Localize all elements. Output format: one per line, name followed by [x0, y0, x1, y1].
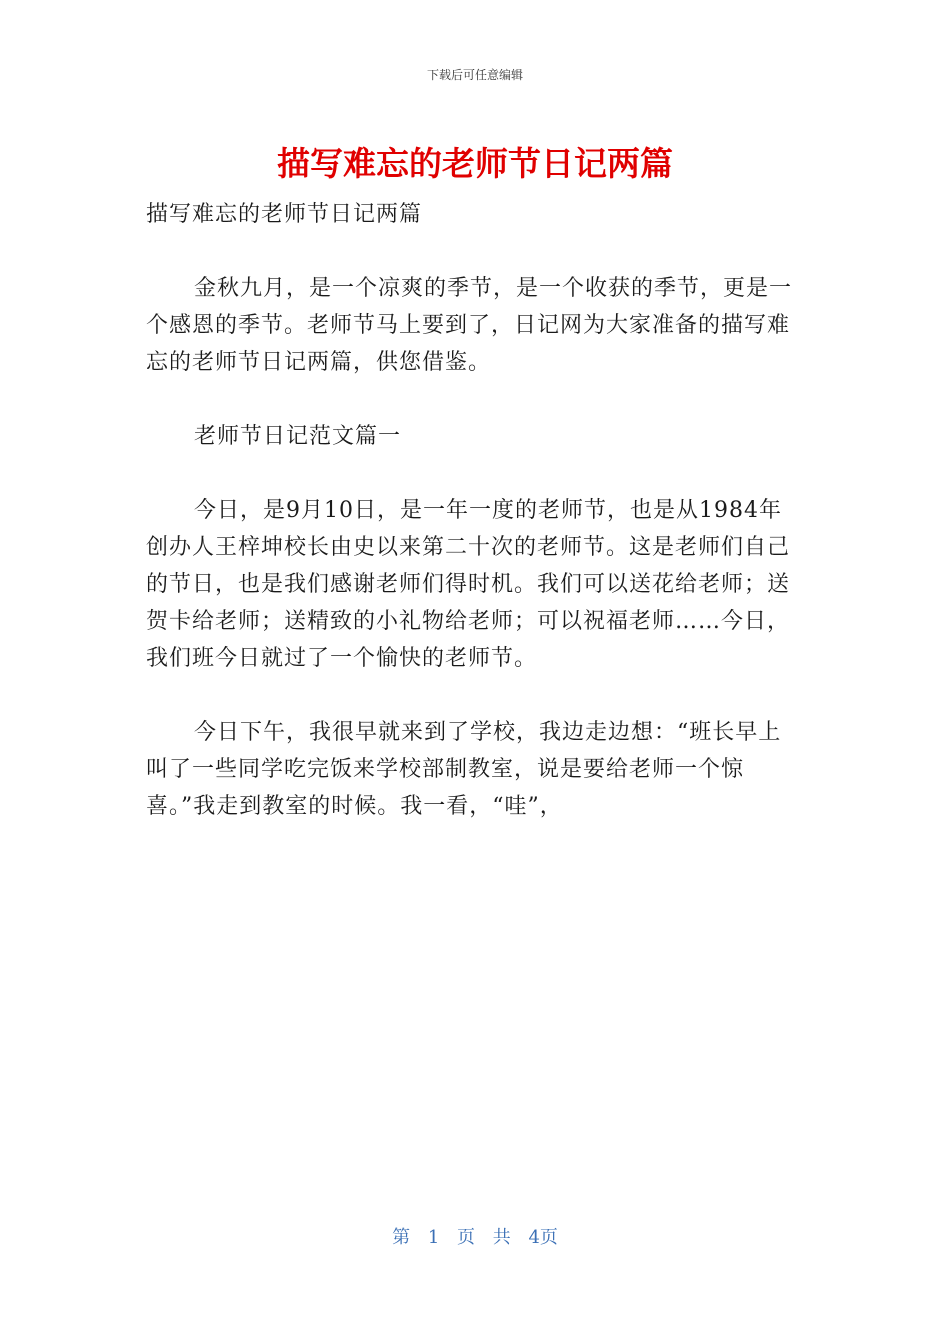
document-subtitle: 描写难忘的老师节日记两篇: [146, 202, 423, 227]
paragraph-body: 今日下午，我很早就来到了学校，我边走边想：“班长早上叫了一些同学吃完饭来学校部制教室，说是要给老师一个惊喜。”我走到教室的时候。我一看，“哇”，: [146, 720, 782, 819]
document-title: 描写难忘的老师节日记两篇: [277, 144, 673, 183]
page-footer: [0, 1225, 950, 1251]
paragraph-intro: 金秋九月，是一个凉爽的季节，是一个收获的季节，更是一个感恩的季节。老师节马上要到了，日记网为大家准备的描写难忘的老师节日记两篇，供您借鉴。: [146, 276, 793, 375]
footer-total-pages: 4页: [528, 1227, 558, 1248]
paragraph-body: 今日，是9月10日，是一年一度的老师节，也是从1984年创办人王梓坤校长由史以来第二十次的老师节。这是老师们自己的节日，也是我们感谢老师们得时机。我们可以送花给老师；送贺卡给老师；送精致的小礼物给老师；可以祝福老师……今日，我们班今日就过了一个愉快的老师节。: [146, 498, 791, 671]
document-body: [146, 196, 796, 825]
section-heading: 老师节日记范文篇一: [194, 424, 402, 449]
footer-prefix: 第: [392, 1227, 411, 1248]
header-note: 下载后可任意编辑: [426, 68, 523, 82]
footer-current-page: 1: [427, 1227, 440, 1248]
footer-total-prefix: 共: [492, 1227, 511, 1248]
footer-page-word: 页: [457, 1227, 475, 1248]
